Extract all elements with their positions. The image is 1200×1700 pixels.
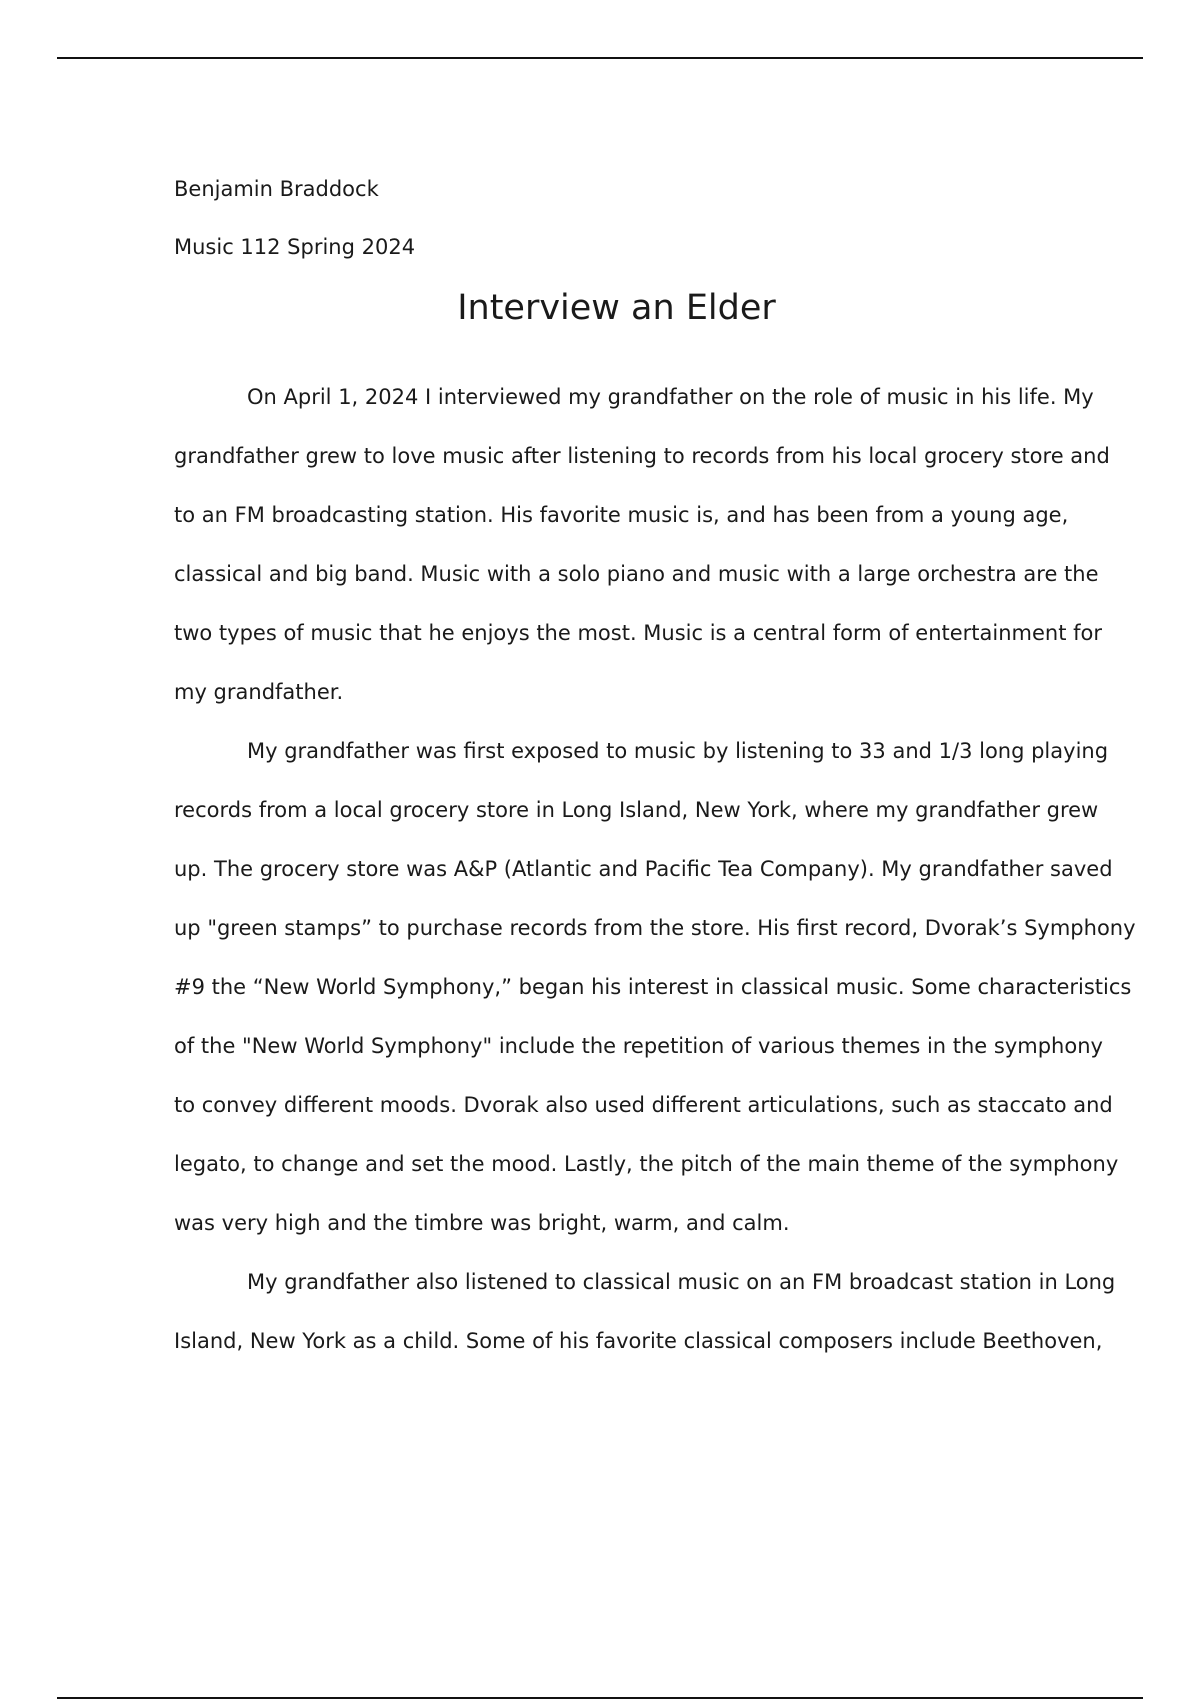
paragraph-3-line: My grandfather also listened to classical music on an FM broadcast station in Long xyxy=(247,1270,1116,1294)
document-page xyxy=(174,170,1136,1371)
paragraph-1-line: two types of music that he enjoys the most. Music is a central form of entertainment for xyxy=(174,621,1103,645)
paragraph-2-line: was very high and the timbre was bright, warm, and calm. xyxy=(174,1211,790,1235)
document-body xyxy=(174,368,1136,1371)
paragraph-2-line: of the "New World Symphony" include the repetition of various themes in the symphony xyxy=(174,1034,1103,1058)
paragraph-3-line: Island, New York as a child. Some of his favorite classical composers include Beethoven, xyxy=(174,1329,1103,1353)
paragraph-2-line: up "green stamps” to purchase records from the store. His first record, Dvorak’s Symphony xyxy=(174,916,1136,940)
paragraph-2-line: up. The grocery store was A&P (Atlantic and Pacific Tea Company). My grandfather saved xyxy=(174,857,1113,881)
paragraph-2-line: records from a local grocery store in Long Island, New York, where my grandfather grew xyxy=(174,798,1099,822)
paragraph-2-line: My grandfather was first exposed to music by listening to 33 and 1/3 long playing xyxy=(247,739,1109,763)
course-info: Music 112 Spring 2024 xyxy=(174,235,416,259)
paragraph-1-line: my grandfather. xyxy=(174,680,344,704)
paragraph-2-line: #9 the “New World Symphony,” began his interest in classical music. Some characteristics xyxy=(174,975,1132,999)
paragraph-1-line: to an FM broadcasting station. His favorite music is, and has been from a young age, xyxy=(174,503,1069,527)
top-rule xyxy=(57,57,1143,59)
paragraph-1-line: On April 1, 2024 I interviewed my grandfather on the role of music in his life. My xyxy=(247,385,1094,409)
author-name: Benjamin Braddock xyxy=(174,177,379,201)
paragraph-2-line: to convey different moods. Dvorak also used different articulations, such as staccato and xyxy=(174,1093,1113,1117)
document-title: Interview an Elder xyxy=(457,288,776,328)
paragraph-2-line: legato, to change and set the mood. Lastly, the pitch of the main theme of the symphony xyxy=(174,1152,1119,1176)
paragraph-1-line: grandfather grew to love music after listening to records from his local grocery store and xyxy=(174,444,1110,468)
bottom-rule xyxy=(57,1697,1143,1699)
paragraph-1-line: classical and big band. Music with a solo piano and music with a large orchestra are the xyxy=(174,562,1099,586)
